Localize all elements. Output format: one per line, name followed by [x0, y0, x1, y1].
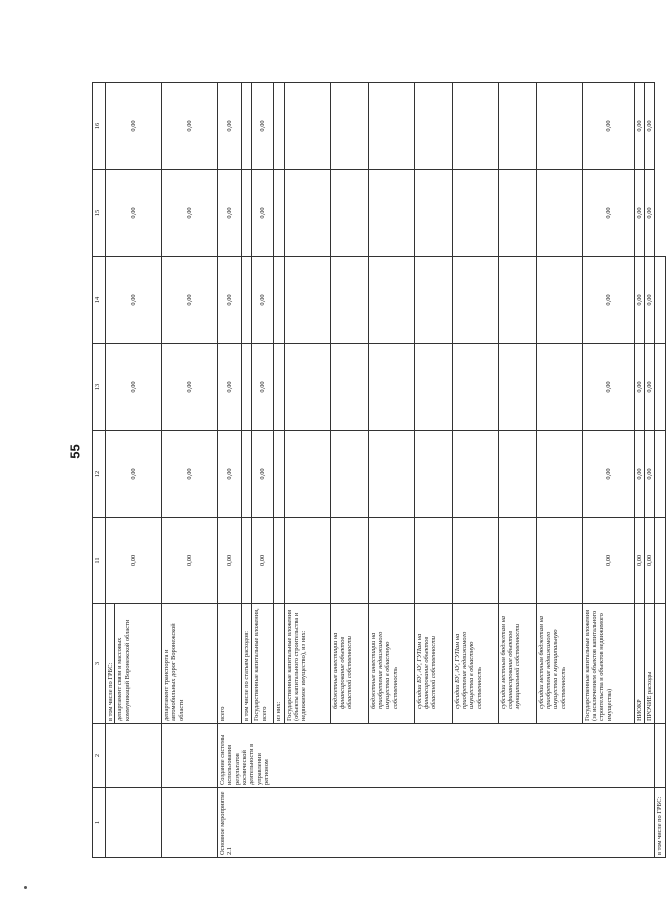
row-label: в том числе по статьям расходов: — [242, 604, 252, 724]
page-number: 55 — [67, 444, 83, 459]
value-cell: 0,00 — [106, 518, 162, 604]
row-label: из них: — [274, 604, 284, 724]
value-cell: 0,00 — [634, 257, 644, 344]
col-header-3: 3 — [93, 604, 106, 724]
col-header-11: 11 — [93, 518, 106, 604]
value-cell: 0,00 — [106, 170, 162, 257]
value-cell: 0,00 — [106, 431, 162, 518]
table-row — [218, 83, 242, 858]
col-header-16: 16 — [93, 83, 106, 170]
value-cell: 0,00 — [106, 344, 162, 431]
row-label: НИОКР — [634, 604, 644, 724]
value-cell: 0,00 — [218, 83, 242, 170]
value-cell: 0,00 — [162, 257, 218, 344]
value-cell: 0,00 — [252, 170, 274, 257]
value-cell: 0,00 — [582, 344, 634, 431]
header-row — [93, 83, 106, 858]
col-header-2: 2 — [93, 724, 106, 788]
value-cell: 0,00 — [252, 431, 274, 518]
row-label: субсидии местным бюджетам на приобретение недвижимого имущества в муниципальную собственность — [536, 604, 582, 724]
value-cell: 0,00 — [162, 83, 218, 170]
row-label: субсидии БУ, АУ, ГУПам на приобретение недвижимого имущества в областную собственность — [452, 604, 498, 724]
row-label: ПРОЧИЕ расходы — [645, 604, 655, 724]
row-label: субсидии местным бюджетам на софинансирование объектов муниципальной собственности — [498, 604, 536, 724]
value-cell: 0,00 — [582, 257, 634, 344]
value-cell: 0,00 — [634, 344, 644, 431]
value-cell: 0,00 — [218, 431, 242, 518]
value-cell: 0,00 — [634, 431, 644, 518]
row-label: субсидии БУ, АУ, ГУПам на финансирование объектов областной собственности — [414, 604, 452, 724]
col-header-13: 13 — [93, 344, 106, 431]
value-cell: 0,00 — [252, 344, 274, 431]
budget-table — [92, 82, 666, 858]
value-cell: 0,00 — [162, 431, 218, 518]
row-label: Государственные капитальные вложения, всего — [252, 604, 274, 724]
value-cell: 0,00 — [218, 344, 242, 431]
measure-code: Основное мероприятие 2.1 — [218, 788, 655, 858]
value-cell: 0,00 — [218, 518, 242, 604]
col-header-14: 14 — [93, 257, 106, 344]
row-label-line: департамент связи и массовых коммуникаций Воронежской области — [116, 619, 131, 721]
row-label — [106, 604, 162, 724]
value-cell: 0,00 — [582, 83, 634, 170]
value-cell: 0,00 — [106, 257, 162, 344]
row-label: в том числе по ГРБС: — [655, 788, 665, 858]
value-cell: 0,00 — [106, 83, 162, 170]
rotated-budget-table — [92, 83, 664, 858]
value-cell: 0,00 — [645, 170, 655, 257]
table-row — [106, 83, 162, 858]
value-cell: 0,00 — [634, 83, 644, 170]
value-cell: 0,00 — [218, 257, 242, 344]
value-cell: 0,00 — [645, 83, 655, 170]
row-label-line: в том числе по ГРБС: — [107, 604, 115, 723]
table-row — [655, 83, 665, 858]
row-label: бюджетные инвестиции на финансирование объектов областной собственности — [330, 604, 368, 724]
value-cell: 0,00 — [252, 257, 274, 344]
row-label: Государственные капитальные вложения (за исключением объектов капитального строительства и объектов недвижимого имущества) — [582, 604, 634, 724]
value-cell: 0,00 — [645, 257, 655, 344]
col-header-1: 1 — [93, 788, 106, 858]
value-cell: 0,00 — [634, 518, 644, 604]
value-cell: 0,00 — [162, 170, 218, 257]
value-cell: 0,00 — [645, 344, 655, 431]
value-cell: 0,00 — [582, 431, 634, 518]
row-label: всего — [218, 604, 242, 724]
scan-speck — [24, 886, 27, 889]
value-cell: 0,00 — [252, 83, 274, 170]
value-cell: 0,00 — [582, 518, 634, 604]
value-cell: 0,00 — [582, 170, 634, 257]
table-row — [162, 83, 218, 858]
value-cell: 0,00 — [252, 518, 274, 604]
measure-description: Создание системы использования результатов космической деятельности в управлении регионом — [218, 724, 655, 788]
col-header-15: 15 — [93, 170, 106, 257]
value-cell: 0,00 — [162, 518, 218, 604]
value-cell: 0,00 — [218, 170, 242, 257]
value-cell: 0,00 — [645, 431, 655, 518]
col-header-12: 12 — [93, 431, 106, 518]
row-label: бюджетные инвестиции на приобретение недвижимого имущества в областную собственность — [368, 604, 414, 724]
row-label: департамент транспорта и автомобильных дорог Воронежской области — [162, 604, 218, 724]
value-cell: 0,00 — [634, 170, 644, 257]
row-label: Государственные капитальные вложения (объекты капитального строительства и недвижимое имущество), из них: — [284, 604, 330, 724]
value-cell: 0,00 — [645, 518, 655, 604]
value-cell: 0,00 — [162, 344, 218, 431]
